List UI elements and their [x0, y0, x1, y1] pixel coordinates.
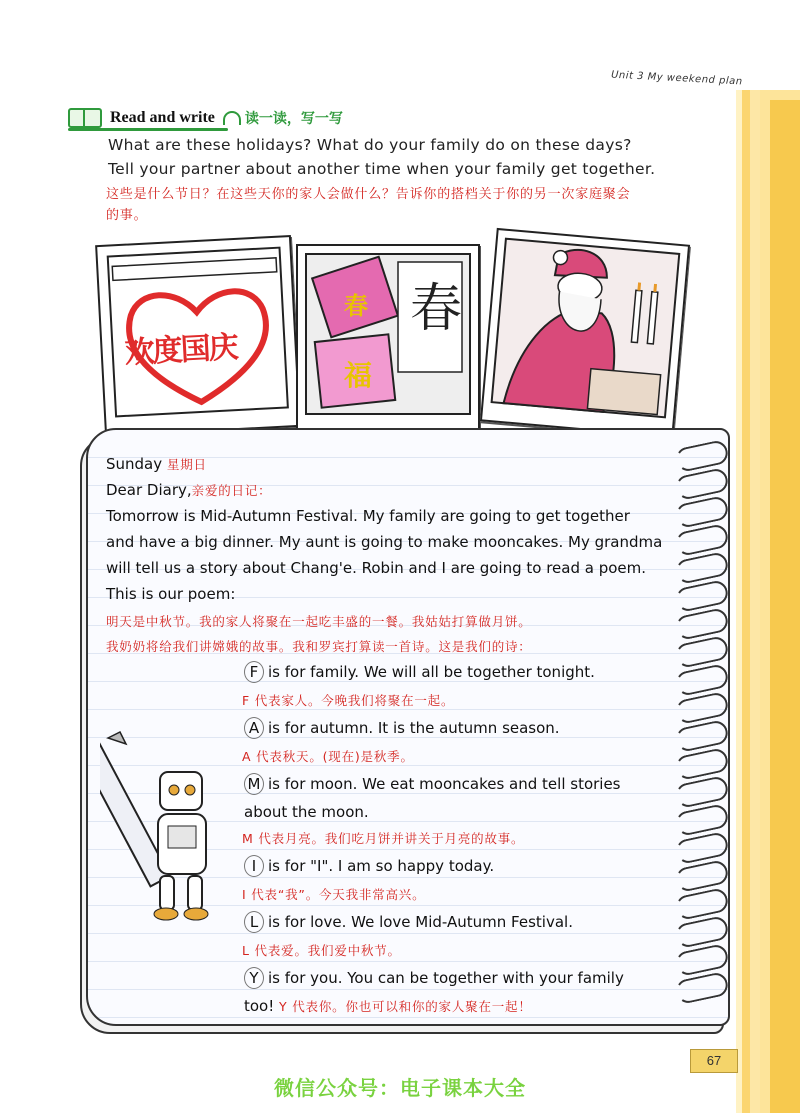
poem-cn-f: F 代表家人。今晚我们将聚在一起。: [242, 693, 455, 708]
poem-text: is for you. You can be together with your family: [268, 969, 624, 987]
section-underline: [68, 128, 228, 131]
poem-line-l: [244, 911, 573, 933]
poem-text: is for family. We will all be together tonight.: [268, 663, 595, 681]
diary-paragraph-line-1: Tomorrow is Mid-Autumn Festival. My family are going to get together: [106, 507, 630, 525]
poem-cn-i: I 代表“我”。今天我非常高兴。: [242, 887, 426, 902]
poem-line-y-cont: [244, 997, 532, 1015]
spring-big-char: 春: [410, 279, 463, 339]
running-head: Unit 3 My weekend plan: [610, 69, 743, 88]
diary-paragraph-line-4: This is our poem:: [106, 585, 236, 603]
poem-line-f: [244, 661, 595, 683]
watermark: 微信公众号：电子课本大全: [274, 1076, 526, 1100]
instruction-cn-2: 的事。: [106, 208, 148, 223]
poem-initial: I: [244, 855, 264, 877]
robot-pencil-illustration: [100, 730, 230, 930]
poem-line-m: [244, 773, 621, 795]
poem-text-cont: too!: [244, 997, 275, 1015]
photo-christmas: [480, 228, 690, 438]
poem-line-a: [244, 717, 560, 739]
poem-line-i: [244, 855, 494, 877]
poem-text: is for love. We love Mid-Autumn Festival.: [268, 913, 573, 931]
page-edge-inner: [770, 100, 800, 1113]
spring-char-1: 春: [344, 292, 368, 320]
instruction-line-1: What are these holidays? What do your family do on these days?: [108, 136, 632, 154]
poem-cn-m: M 代表月亮。我们吃月饼并讲关于月亮的故事。: [242, 831, 525, 846]
poem-cn-y: Y 代表你。你也可以和你的家人聚在一起！: [279, 999, 532, 1014]
diary-greeting-en: Dear Diary,: [106, 481, 192, 499]
poem-line-y: [244, 967, 624, 989]
poem-line-m-cont: about the moon.: [244, 803, 369, 821]
santa-illustration: [482, 230, 688, 436]
diary-cn-line-2: 我奶奶将给我们讲嫦娥的故事。我和罗宾打算读一首诗。这是我们的诗：: [106, 639, 532, 654]
section-title-cn: 读一读，写一写: [244, 111, 343, 127]
diary-day-en: Sunday: [106, 455, 163, 473]
diary-day: [106, 455, 207, 473]
poem-text: is for autumn. It is the autumn season.: [268, 719, 560, 737]
instruction-line-2: Tell your partner about another time when your family get together.: [108, 160, 656, 178]
diary-greeting: [106, 481, 271, 499]
national-day-text: 欢度国庆: [123, 330, 238, 371]
section-header: [68, 108, 343, 128]
diary-day-cn: 星期日: [166, 457, 207, 472]
diary-cn-line-1: 明天是中秋节。我的家人将聚在一起吃丰盛的一餐。我姑姑打算做月饼。: [106, 614, 532, 629]
poem-initial: M: [244, 773, 264, 795]
poem-initial: F: [244, 661, 264, 683]
poem-initial: L: [244, 911, 264, 933]
headphone-icon: [223, 111, 241, 125]
poem-cn-a: A 代表秋天。(现在)是秋季。: [242, 749, 414, 764]
poem-text: is for "I". I am so happy today.: [268, 857, 495, 875]
poem-initial: Y: [244, 967, 264, 989]
poem-text: is for moon. We eat mooncakes and tell stories: [268, 775, 621, 793]
photo-national-day: [95, 235, 301, 437]
diary-paragraph-line-2: and have a big dinner. My aunt is going to make mooncakes. My grandma: [106, 533, 663, 551]
poem-initial: A: [244, 717, 264, 739]
poem-cn-l: L 代表爱。我们爱中秋节。: [242, 943, 401, 958]
photo-spring-festival: [296, 244, 480, 434]
section-title: Read and write: [110, 109, 215, 126]
diary-greeting-cn: 亲爱的日记：: [191, 483, 272, 498]
book-icon: [68, 108, 102, 128]
instruction-cn-1: 这些是什么节日？在这些天你的家人会做什么？告诉你的搭档关于你的另一次家庭聚会: [106, 187, 631, 202]
spring-char-2: 福: [344, 359, 373, 392]
diary-paragraph-line-3: will tell us a story about Chang'e. Robin and I are going to read a poem.: [106, 559, 647, 577]
page-number: 67: [690, 1049, 738, 1073]
